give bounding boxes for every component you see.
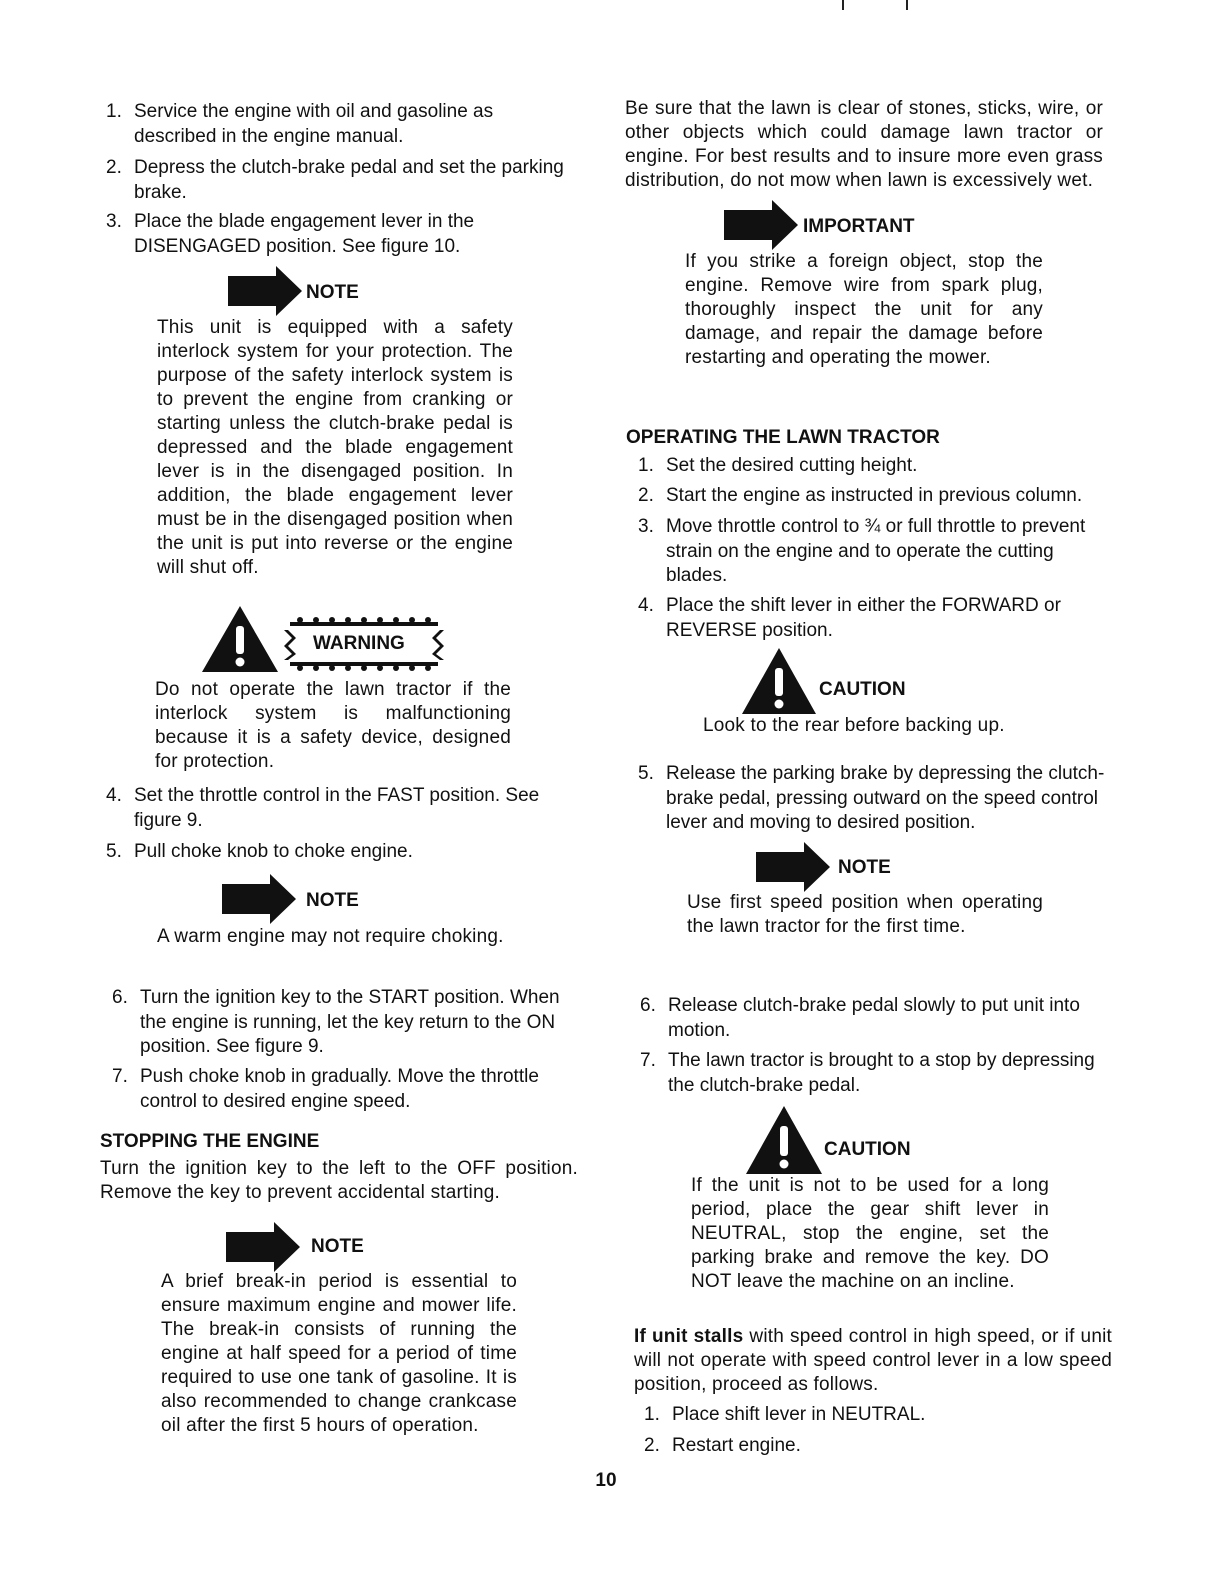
step-number: 3.	[106, 211, 122, 232]
step-number: 7.	[640, 1050, 656, 1071]
step-number: 6.	[640, 995, 656, 1016]
arrow-icon	[724, 200, 804, 250]
step-text: Set the throttle control in the FAST position. See figure 9.	[134, 785, 540, 831]
list-item	[106, 840, 576, 865]
paragraph: Turn the ignition key to the left to the OFF position. Remove the key to prevent accidental starting.	[100, 1158, 578, 1203]
list-item	[638, 484, 1108, 509]
warning-triangle-icon	[746, 1106, 822, 1174]
list-item	[644, 1434, 1104, 1459]
arrow-icon	[226, 1222, 306, 1272]
step-text: Place shift lever in NEUTRAL.	[672, 1404, 926, 1425]
step-number: 1.	[638, 455, 654, 476]
step-text: The lawn tractor is brought to a stop by depressing the clutch-brake pedal.	[668, 1050, 1095, 1096]
paragraph	[634, 1325, 1112, 1397]
step-number: 7.	[112, 1066, 128, 1087]
important-text: If you strike a foreign object, stop the engine. Remove wire from spark plug, thoroughly inspect the unit for any damage, and repair the damage before restarting and operating the mower.	[685, 251, 1043, 368]
step-text: Turn the ignition key to the START position. When the engine is running, let the key return to the ON position. See figure 9.	[140, 987, 560, 1057]
bold-lead: If unit stalls	[634, 1326, 744, 1347]
step-text: Place the shift lever in either the FORWARD or REVERSE position.	[666, 595, 1061, 641]
caution-label: CAUTION	[819, 679, 906, 700]
step-text: Pull choke knob to choke engine.	[134, 841, 413, 862]
list-item	[644, 1403, 1104, 1428]
note-label: NOTE	[311, 1236, 364, 1257]
page-number: 10	[595, 1470, 617, 1491]
list-item	[106, 100, 576, 149]
list-item	[638, 515, 1108, 589]
section-heading: OPERATING THE LAWN TRACTOR	[626, 427, 940, 448]
step-text: Move throttle control to ¾ or full throttle to prevent strain on the engine and to operate the cutting blades.	[666, 516, 1086, 586]
step-text: Push choke knob in gradually. Move the throttle control to desired engine speed.	[140, 1066, 539, 1112]
note-text: A warm engine may not require choking.	[157, 926, 504, 947]
list-item	[638, 762, 1108, 836]
caution-text: If the unit is not to be used for a long period, place the gear shift lever in NEUTRAL, stop the engine, set the parking brake and remove the key. DO NOT leave the machine on an incline.	[691, 1175, 1049, 1292]
list-item	[638, 454, 1108, 479]
step-text: Restart engine.	[672, 1435, 801, 1456]
paragraph: Be sure that the lawn is clear of stones, sticks, wire, or other objects which could damage lawn tractor or engine. For best results and to insure more even grass distribution, do not mow when lawn is excessively wet.	[625, 98, 1103, 191]
step-text: Release clutch-brake pedal slowly to put unit into motion.	[668, 995, 1080, 1041]
step-text: Service the engine with oil and gasoline as described in the engine manual.	[134, 101, 494, 147]
warning-text: Do not operate the lawn tractor if the interlock system is malfunctioning because it is a safety device, designed for protection.	[155, 679, 511, 772]
step-text: Depress the clutch-brake pedal and set the parking brake.	[134, 157, 564, 203]
scan-mark	[842, 0, 844, 10]
section-heading: STOPPING THE ENGINE	[100, 1131, 320, 1152]
important-label: IMPORTANT	[803, 216, 915, 237]
step-number: 1.	[644, 1404, 660, 1425]
paragraph-text: with speed control in high speed, or if unit will not operate with speed control lever in a low speed position, proceed as follows.	[634, 1326, 1112, 1395]
arrow-icon	[228, 266, 308, 316]
step-text: Place the blade engagement lever in the DISENGAGED position. See figure 10.	[134, 211, 475, 257]
note-text: This unit is equipped with a safety interlock system for your protection. The purpose of the safety interlock system is to prevent the engine from cranking or starting unless the clutch-brake pedal is depressed and the blade engagement lever is in the disengaged position. In addition, the blade engagement lever must be in the disengaged position when the unit is put into reverse or the engine will shut off.	[157, 317, 513, 578]
note-text: A brief break-in period is essential to ensure maximum engine and mower life. The break-in consists of running the engine at half speed for a period of time required to use one tank of gasoline. It is also recommended to change crankcase oil after the first 5 hours of operation.	[161, 1271, 517, 1436]
step-number: 4.	[638, 595, 654, 616]
list-item	[640, 994, 1110, 1043]
warning-triangle-icon	[202, 606, 278, 672]
list-item	[640, 1049, 1110, 1098]
list-item	[112, 1065, 580, 1114]
step-text: Release the parking brake by depressing the clutch-brake pedal, pressing outward on the speed control lever and moving to desired position.	[666, 763, 1105, 833]
list-item	[638, 594, 1108, 643]
list-item	[112, 986, 580, 1060]
step-number: 2.	[644, 1435, 660, 1456]
step-number: 2.	[106, 157, 122, 178]
warning-triangle-icon	[742, 648, 816, 714]
step-text: Set the desired cutting height.	[666, 455, 918, 476]
step-text: Start the engine as instructed in previous column.	[666, 485, 1083, 506]
warning-label: WARNING	[313, 633, 405, 654]
note-text: Use first speed position when operating the lawn tractor for the first time.	[687, 892, 1043, 937]
step-number: 1.	[106, 101, 122, 122]
note-label: NOTE	[838, 857, 891, 878]
step-number: 5.	[638, 763, 654, 784]
list-item	[106, 156, 576, 205]
step-number: 4.	[106, 785, 122, 806]
step-number: 5.	[106, 841, 122, 862]
list-item	[106, 210, 576, 259]
caution-text: Look to the rear before backing up.	[703, 715, 1005, 736]
scan-mark	[906, 0, 908, 10]
arrow-icon	[222, 874, 302, 924]
step-number: 6.	[112, 987, 128, 1008]
caution-label: CAUTION	[824, 1139, 911, 1160]
step-number: 2.	[638, 485, 654, 506]
arrow-icon	[756, 842, 836, 892]
note-label: NOTE	[306, 890, 359, 911]
step-number: 3.	[638, 516, 654, 537]
list-item	[106, 784, 576, 833]
note-label: NOTE	[306, 282, 359, 303]
